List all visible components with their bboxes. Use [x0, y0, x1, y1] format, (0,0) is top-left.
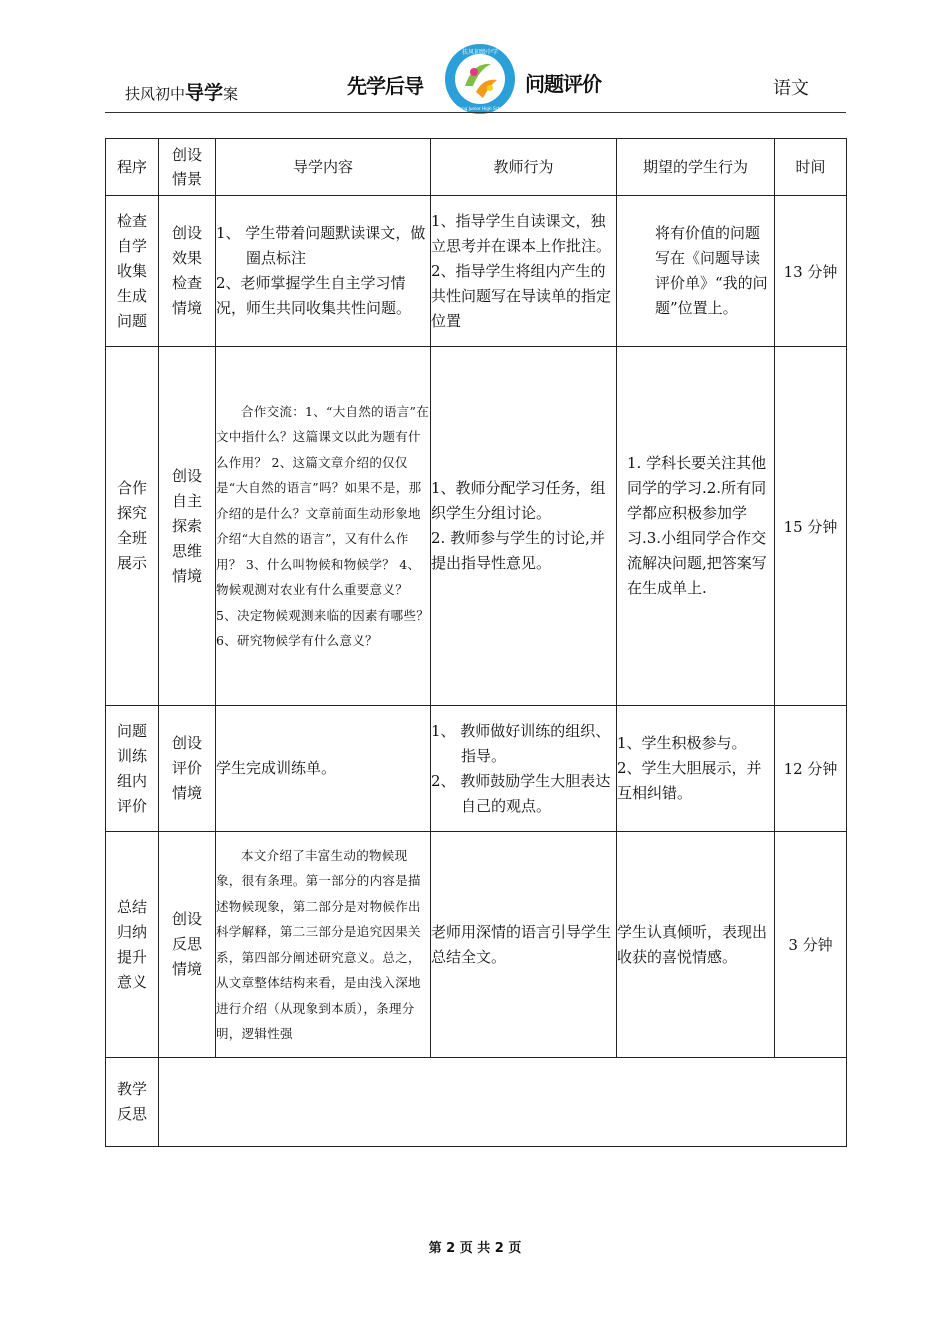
student-cell: 1、学生积极参与。 2、学生大胆展示，并互相纠错。 — [617, 706, 775, 832]
student-cell: 将有价值的问题写在《问题导读评价单》“我的问题”位置上。 — [617, 196, 775, 347]
header-cell: 期望的学生行为 — [617, 139, 775, 196]
time-cell: 12 分钟 — [775, 706, 847, 832]
logo-emblem-icon — [443, 42, 517, 116]
step-cell: 问题训练组内评价 — [106, 706, 159, 832]
school-logo — [443, 42, 517, 116]
student-cell: 1. 学科长要关注其他同学的学习.2.所有同学都应积极参加学习.3.小组同学合作交流解决问题,把答案写在生成单上. — [617, 347, 775, 706]
scene-cell: 创设自主探索思维情境 — [159, 347, 216, 706]
header-cell: 教师行为 — [431, 139, 617, 196]
teacher-cell: 1、教师分配学习任务，组织学生分组讨论。 2. 教师参与学生的讨论,并提出指导性意见。 — [431, 347, 617, 706]
page-header — [105, 40, 846, 112]
student-cell: 学生认真倾听，表现出收获的喜悦情感。 — [617, 832, 775, 1058]
logo-text-en: Fufeng Junior High School — [453, 106, 507, 111]
header-cell: 创设情景 — [159, 139, 216, 196]
content-cell: 1、 学生带着问题默读课文，做圈点标注 2、老师掌握学生自主学习情况，师生共同收集共性问题。 — [216, 196, 431, 347]
time-cell: 15 分钟 — [775, 347, 847, 706]
slogan-right: 问题评价 — [525, 72, 601, 96]
teacher-cell: 1、指导学生自读课文，独立思考并在课本上作批注。 2、指导学生将组内产生的共性问题写在导读单的指定位置 — [431, 196, 617, 347]
reflection-content — [159, 1058, 847, 1147]
content-cell: 本文介绍了丰富生动的物候现象，很有条理。第一部分的内容是描述物候现象，第二部分是对物候作出科学解释，第二三部分是追究因果关系，第四部分阐述研究意义。总之，从文章整体结构来看，是由浅入深地进行介绍（从现象到本质），条理分明，逻辑性强 — [216, 832, 431, 1058]
page-footer: 第 2 页 共 2 页 — [428, 1241, 522, 1256]
step-cell: 总结归纳提升意义 — [106, 832, 159, 1058]
lesson-plan-table — [105, 138, 847, 1147]
time-cell: 3 分钟 — [775, 832, 847, 1058]
subject-label: 语文 — [773, 78, 809, 99]
school-title: 扶风初中导学案 — [125, 82, 239, 104]
teacher-cell: 1、 教师做好训练的组织、指导。 2、 教师鼓励学生大胆表达自己的观点。 — [431, 706, 617, 832]
header-divider — [105, 112, 846, 113]
slogan-left: 先学后导 — [347, 74, 423, 98]
header-cell: 导学内容 — [216, 139, 431, 196]
logo-text: 扶风初级中学 — [461, 49, 499, 56]
scene-cell: 创设反思情境 — [159, 832, 216, 1058]
header-cell: 程序 — [106, 139, 159, 196]
table-header-row — [106, 139, 847, 196]
teacher-cell: 老师用深情的语言引导学生总结全文。 — [431, 832, 617, 1058]
table-row — [106, 196, 847, 347]
content-cell: 合作交流：1、“大自然的语言”在文中指什么？这篇课文以此为题有什么作用？ 2、这篇文章介绍的仅仅是“大自然的语言”吗？如果不是，那介绍的是什么？文章前面生动形象地介绍“大自然的语言”，又有什么作用？ 3、什么叫物候和物候学？ 4、物候观测对农业有什么重要意义？ 5、决定物候观测来临的因素有哪些？ 6、研究物候学有什么意义？ — [216, 347, 431, 706]
scene-cell: 创设评价情境 — [159, 706, 216, 832]
reflection-label: 教学反思 — [106, 1058, 159, 1147]
reflection-row — [106, 1058, 847, 1147]
header-cell: 时间 — [775, 139, 847, 196]
step-cell: 合作探究全班展示 — [106, 347, 159, 706]
scene-cell: 创设效果检查情境 — [159, 196, 216, 347]
step-cell: 检查自学收集生成问题 — [106, 196, 159, 347]
content-cell: 学生完成训练单。 — [216, 706, 431, 832]
table-row — [106, 832, 847, 1058]
table-row — [106, 706, 847, 832]
time-cell: 13 分钟 — [775, 196, 847, 347]
table-row — [106, 347, 847, 706]
